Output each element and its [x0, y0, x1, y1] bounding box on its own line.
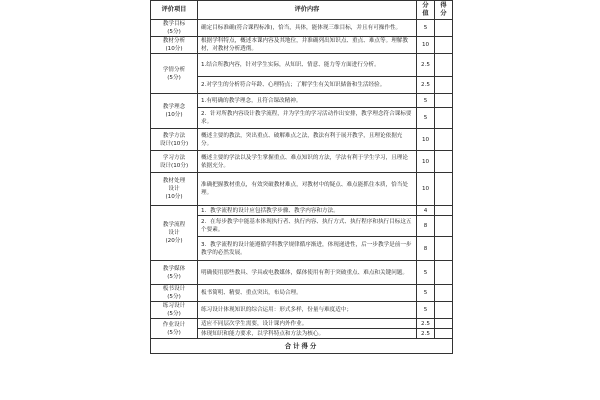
table-row	[151, 151, 453, 173]
category-line: 教材处理	[162, 178, 186, 184]
score-cell: 5	[417, 108, 435, 129]
header-earned-line: 分	[440, 10, 447, 17]
content-cell: 板书简明、精要、重点突出，布局合理。	[198, 285, 417, 302]
score-cell: 8	[417, 237, 435, 261]
table-row	[151, 261, 453, 285]
earned-score-cell[interactable]	[435, 129, 453, 151]
table-row	[151, 129, 453, 151]
earned-score-cell[interactable]	[435, 54, 453, 77]
evaluation-sheet	[150, 0, 452, 400]
category-line: (5分)	[167, 74, 181, 81]
category-cell	[151, 94, 198, 129]
category-cell	[151, 54, 198, 94]
header-score	[417, 1, 435, 20]
score-cell: 2.5	[417, 77, 435, 94]
score-cell: 5	[417, 20, 435, 37]
category-line: (5分)	[167, 273, 181, 280]
content-cell: 确定目标准确(符合课程标准)，恰当，具体，能体现三维目标，并且有可操作性。	[198, 20, 417, 37]
earned-score-cell[interactable]	[435, 302, 453, 319]
score-cell: 8	[417, 216, 435, 237]
earned-score-cell[interactable]	[435, 20, 453, 37]
earned-score-cell[interactable]	[435, 237, 453, 261]
category-line: 学情分析	[162, 66, 186, 73]
evaluation-table	[150, 0, 453, 354]
content-cell: 1.有明确的教学理念，且符合课改精神。	[198, 94, 417, 108]
category-line: 教学流程	[162, 222, 186, 228]
header-earned-line: 得	[440, 2, 447, 9]
table-row	[151, 20, 453, 37]
content-cell: 2．针对所教内容设计教学流程，并为学生的学习活动作出安排，教学理念符合课标要求。	[198, 108, 417, 129]
score-cell: 10	[417, 129, 435, 151]
category-cell	[151, 20, 198, 37]
earned-score-cell[interactable]	[435, 206, 453, 216]
score-cell: 5	[417, 285, 435, 302]
category-line: 设计	[168, 230, 180, 236]
content-cell: 概述主要的学法以及学生掌握重点、难点知识的方法，学法有利于学生学习，且理论依据充分。	[198, 151, 417, 173]
earned-score-cell[interactable]	[435, 108, 453, 129]
content-cell: 适应不同层次学生需要，设计课内外作业。	[198, 319, 417, 329]
category-line: 教学理念	[162, 104, 186, 110]
category-cell	[151, 319, 198, 339]
category-line: 板书设计	[162, 286, 186, 292]
category-line: 设计(10分)	[159, 162, 189, 169]
score-cell: 10	[417, 151, 435, 173]
category-cell	[151, 173, 198, 206]
content-cell: 2.对学生的分析符合年龄、心理特点；了解学生有关知识储备和生活经验。	[198, 77, 417, 94]
category-line: 教学方法	[162, 132, 186, 139]
category-cell	[151, 285, 198, 302]
category-line: (5分)	[167, 311, 181, 317]
category-line: (5分)	[167, 294, 181, 300]
content-cell: 练习设计体现知识的综合运用：形式多样，份量与难度适中；	[198, 302, 417, 319]
score-cell: 4	[417, 206, 435, 216]
category-line: 设计	[168, 186, 180, 192]
score-cell: 10	[417, 173, 435, 206]
earned-score-cell[interactable]	[435, 285, 453, 302]
total-row	[151, 339, 453, 354]
header-earned	[435, 1, 453, 20]
content-cell: 3．教学流程的设计能遵循学科教学规律循序渐进，体现递进性，后一步教学是前一步教学的必然发展。	[198, 237, 417, 261]
earned-score-cell[interactable]	[435, 94, 453, 108]
category-cell	[151, 302, 198, 319]
table-row	[151, 173, 453, 206]
category-line: (10分)	[165, 46, 183, 52]
earned-score-cell[interactable]	[435, 173, 453, 206]
score-cell: 5	[417, 94, 435, 108]
score-cell: 5	[417, 261, 435, 285]
table-row	[151, 302, 453, 319]
category-cell	[151, 261, 198, 285]
score-cell: 2.5	[417, 329, 435, 339]
category-line: (10分)	[165, 194, 183, 200]
earned-score-cell[interactable]	[435, 37, 453, 54]
table-row	[151, 94, 453, 108]
earned-score-cell[interactable]	[435, 216, 453, 237]
header-item: 评价项目	[151, 1, 198, 20]
header-score-line: 值	[422, 10, 429, 17]
header-content: 评价内容	[198, 1, 417, 20]
score-cell: 5	[417, 302, 435, 319]
earned-score-cell[interactable]	[435, 151, 453, 173]
category-line: 练习设计	[162, 303, 186, 309]
content-cell: 明确使用那些教具、学具或电教媒体，媒体使用有利于突破重点、难点和关键问题。	[198, 261, 417, 285]
score-cell: 10	[417, 37, 435, 54]
total-label: 合计得分	[151, 339, 453, 354]
content-cell: 根据学科特点，概述本课内容及其地位，并准确列出知识点、重点、难点等。理解教材，对教材分析透彻。	[198, 37, 417, 54]
table-row	[151, 285, 453, 302]
header-score-line: 分	[422, 2, 429, 9]
score-cell: 2.5	[417, 54, 435, 77]
content-cell: 1．教学流程的设计应包括教学步骤、教学内容和方法。	[198, 206, 417, 216]
category-cell	[151, 206, 198, 261]
content-cell: 准确把握教材重点，有效突破教材难点，对教材中的疑点、难点能抓住本质，恰当处理。	[198, 173, 417, 206]
earned-score-cell[interactable]	[435, 329, 453, 339]
category-line: (20分)	[165, 238, 183, 244]
category-line: (10分)	[165, 112, 183, 118]
category-line: 学习方法	[162, 154, 186, 161]
content-cell: 体现知识和能力要求，以学科特点和方法为核心。	[198, 329, 417, 339]
content-cell: 2．在每步教学中能基本体现执行者、执行内容、执行方式、执行程序和执行目标这五个要素。	[198, 216, 417, 237]
category-line: 作业设计	[162, 321, 186, 328]
table-body	[151, 20, 453, 339]
content-cell: 概述主要的教法，突出重点、破解难点之法，教法有利于展开教学，且理论依据充分。	[198, 129, 417, 151]
table-row	[151, 54, 453, 77]
earned-score-cell[interactable]	[435, 77, 453, 94]
category-line: 教学媒体	[162, 265, 186, 272]
score-cell: 2.5	[417, 319, 435, 329]
earned-score-cell[interactable]	[435, 319, 453, 329]
table-row	[151, 206, 453, 216]
category-cell	[151, 37, 198, 54]
header-row	[151, 1, 453, 20]
category-line: 设计(10分)	[159, 140, 189, 147]
category-cell	[151, 151, 198, 173]
category-line: 教学目标	[162, 21, 186, 27]
category-line: (5分)	[167, 29, 181, 35]
category-line: 教材分析	[162, 38, 186, 44]
earned-score-cell[interactable]	[435, 261, 453, 285]
category-line: (5分)	[167, 329, 181, 336]
content-cell: 1.结合所教内容，针对学生实际，从知识、情意、能力等方面进行分析。	[198, 54, 417, 77]
table-row	[151, 37, 453, 54]
table-row	[151, 319, 453, 329]
category-cell	[151, 129, 198, 151]
